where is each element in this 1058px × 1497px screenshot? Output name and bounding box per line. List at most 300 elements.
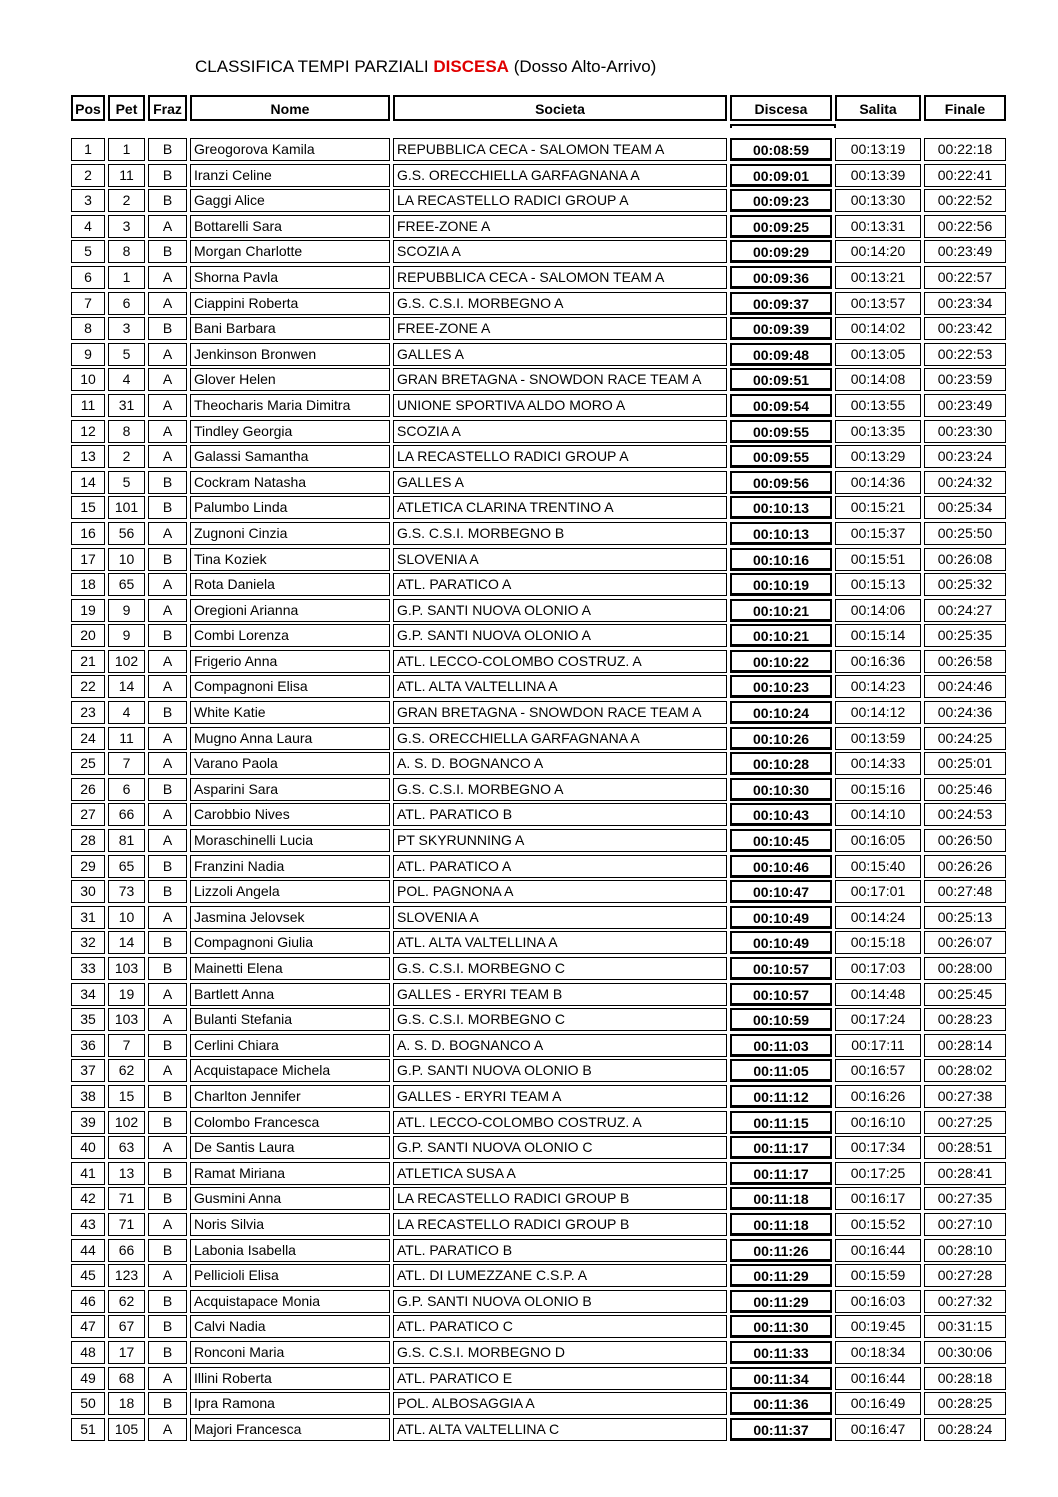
nome-cell: Theocharis Maria Dimitra bbox=[190, 394, 390, 417]
header-fraz: Fraz bbox=[148, 95, 187, 121]
societa-cell: ATL. PARATICO A bbox=[393, 573, 727, 596]
header-row bbox=[71, 95, 1007, 121]
salita-cell: 00:13:57 bbox=[835, 292, 921, 315]
table-row bbox=[71, 496, 1007, 522]
discesa-cell: 00:10:21 bbox=[730, 599, 832, 622]
nome-cell: Jasmina Jelovsek bbox=[190, 906, 390, 929]
pet-cell: 15 bbox=[108, 1085, 145, 1108]
pos-cell: 28 bbox=[71, 829, 105, 852]
fraz-cell: A bbox=[148, 445, 187, 468]
fraz-cell: B bbox=[148, 1187, 187, 1210]
fraz-cell: A bbox=[148, 803, 187, 826]
pet-cell: 4 bbox=[108, 701, 145, 724]
table-row bbox=[71, 292, 1007, 318]
pos-cell: 4 bbox=[71, 215, 105, 238]
pos-cell: 49 bbox=[71, 1367, 105, 1390]
fraz-cell: B bbox=[148, 701, 187, 724]
fraz-cell: A bbox=[148, 752, 187, 775]
finale-cell: 00:24:32 bbox=[924, 471, 1006, 494]
pet-cell: 8 bbox=[108, 420, 145, 443]
pet-cell: 56 bbox=[108, 522, 145, 545]
header-discesa: Discesa bbox=[730, 95, 832, 121]
societa-cell: ATLETICA CLARINA TRENTINO A bbox=[393, 496, 727, 519]
discesa-cell: 00:11:26 bbox=[730, 1239, 832, 1262]
table-row bbox=[71, 983, 1007, 1009]
finale-cell: 00:27:28 bbox=[924, 1264, 1006, 1287]
finale-cell: 00:23:59 bbox=[924, 368, 1006, 391]
table-row bbox=[71, 420, 1007, 446]
societa-cell: A. S. D. BOGNANCO A bbox=[393, 752, 727, 775]
societa-cell: ATL. LECCO-COLOMBO COSTRUZ. A bbox=[393, 650, 727, 673]
societa-cell: REPUBBLICA CECA - SALOMON TEAM A bbox=[393, 266, 727, 289]
salita-cell: 00:13:21 bbox=[835, 266, 921, 289]
pet-cell: 14 bbox=[108, 931, 145, 954]
societa-cell: ATL. ALTA VALTELLINA C bbox=[393, 1418, 727, 1441]
pos-cell: 51 bbox=[71, 1418, 105, 1441]
fraz-cell: B bbox=[148, 957, 187, 980]
fraz-cell: A bbox=[148, 1418, 187, 1441]
table-row bbox=[71, 778, 1007, 804]
table-row bbox=[71, 829, 1007, 855]
finale-cell: 00:28:02 bbox=[924, 1059, 1006, 1082]
societa-cell: G.P. SANTI NUOVA OLONIO A bbox=[393, 599, 727, 622]
fraz-cell: A bbox=[148, 599, 187, 622]
societa-cell: LA RECASTELLO RADICI GROUP B bbox=[393, 1213, 727, 1236]
finale-cell: 00:28:24 bbox=[924, 1418, 1006, 1441]
societa-cell: ATL. PARATICO B bbox=[393, 1239, 727, 1262]
pos-cell: 33 bbox=[71, 957, 105, 980]
discesa-cell: 00:10:23 bbox=[730, 675, 832, 698]
societa-cell: LA RECASTELLO RADICI GROUP B bbox=[393, 1187, 727, 1210]
societa-cell: SLOVENIA A bbox=[393, 906, 727, 929]
nome-cell: Moraschinelli Lucia bbox=[190, 829, 390, 852]
table-row bbox=[71, 1239, 1007, 1265]
finale-cell: 00:22:18 bbox=[924, 138, 1006, 161]
finale-cell: 00:25:35 bbox=[924, 624, 1006, 647]
discesa-cell: 00:10:16 bbox=[730, 548, 832, 571]
nome-cell: Frigerio Anna bbox=[190, 650, 390, 673]
nome-cell: Greogorova Kamila bbox=[190, 138, 390, 161]
societa-cell: G.S. C.S.I. MORBEGNO A bbox=[393, 778, 727, 801]
pos-cell: 25 bbox=[71, 752, 105, 775]
table-row bbox=[71, 368, 1007, 394]
nome-cell: Mugno Anna Laura bbox=[190, 727, 390, 750]
salita-cell: 00:14:48 bbox=[835, 983, 921, 1006]
pet-cell: 73 bbox=[108, 880, 145, 903]
discesa-cell: 00:09:25 bbox=[730, 215, 832, 238]
pet-cell: 71 bbox=[108, 1213, 145, 1236]
nome-cell: Asparini Sara bbox=[190, 778, 390, 801]
pet-cell: 65 bbox=[108, 573, 145, 596]
discesa-cell: 00:11:29 bbox=[730, 1264, 832, 1287]
discesa-cell: 00:11:34 bbox=[730, 1367, 832, 1390]
societa-cell: ATL. ALTA VALTELLINA A bbox=[393, 931, 727, 954]
nome-cell: Acquistapace Monia bbox=[190, 1290, 390, 1313]
finale-cell: 00:25:13 bbox=[924, 906, 1006, 929]
finale-cell: 00:26:07 bbox=[924, 931, 1006, 954]
finale-cell: 00:25:34 bbox=[924, 496, 1006, 519]
fraz-cell: A bbox=[148, 368, 187, 391]
nome-cell: Noris Silvia bbox=[190, 1213, 390, 1236]
pet-cell: 62 bbox=[108, 1290, 145, 1313]
pos-cell: 10 bbox=[71, 368, 105, 391]
salita-cell: 00:16:44 bbox=[835, 1239, 921, 1262]
discesa-cell: 00:09:55 bbox=[730, 420, 832, 443]
finale-cell: 00:28:23 bbox=[924, 1008, 1006, 1031]
table-row bbox=[71, 855, 1007, 881]
fraz-cell: B bbox=[148, 1392, 187, 1415]
salita-cell: 00:15:21 bbox=[835, 496, 921, 519]
table-row bbox=[71, 164, 1007, 190]
discesa-cell: 00:11:18 bbox=[730, 1213, 832, 1236]
pos-cell: 42 bbox=[71, 1187, 105, 1210]
societa-cell: G.S. C.S.I. MORBEGNO A bbox=[393, 292, 727, 315]
finale-cell: 00:28:14 bbox=[924, 1034, 1006, 1057]
table-row bbox=[71, 1111, 1007, 1137]
pet-cell: 9 bbox=[108, 599, 145, 622]
societa-cell: UNIONE SPORTIVA ALDO MORO A bbox=[393, 394, 727, 417]
finale-cell: 00:23:34 bbox=[924, 292, 1006, 315]
finale-cell: 00:22:41 bbox=[924, 164, 1006, 187]
salita-cell: 00:19:45 bbox=[835, 1315, 921, 1338]
pos-cell: 43 bbox=[71, 1213, 105, 1236]
finale-cell: 00:22:56 bbox=[924, 215, 1006, 238]
nome-cell: Franzini Nadia bbox=[190, 855, 390, 878]
finale-cell: 00:27:25 bbox=[924, 1111, 1006, 1134]
table-row bbox=[71, 215, 1007, 241]
discesa-cell: 00:09:01 bbox=[730, 164, 832, 187]
fraz-cell: B bbox=[148, 1290, 187, 1313]
societa-cell: SCOZIA A bbox=[393, 420, 727, 443]
societa-cell: G.S. C.S.I. MORBEGNO C bbox=[393, 957, 727, 980]
table-row bbox=[71, 1341, 1007, 1367]
salita-cell: 00:15:52 bbox=[835, 1213, 921, 1236]
fraz-cell: A bbox=[148, 1136, 187, 1159]
title-suffix: (Dosso Alto-Arrivo) bbox=[508, 57, 657, 76]
pet-cell: 102 bbox=[108, 1111, 145, 1134]
finale-cell: 00:28:25 bbox=[924, 1392, 1006, 1415]
salita-cell: 00:14:02 bbox=[835, 317, 921, 340]
nome-cell: Glover Helen bbox=[190, 368, 390, 391]
finale-cell: 00:27:32 bbox=[924, 1290, 1006, 1313]
salita-cell: 00:13:30 bbox=[835, 189, 921, 212]
fraz-cell: A bbox=[148, 1059, 187, 1082]
table-row bbox=[71, 803, 1007, 829]
discesa-cell: 00:11:15 bbox=[730, 1111, 832, 1134]
nome-cell: Bartlett Anna bbox=[190, 983, 390, 1006]
pos-cell: 6 bbox=[71, 266, 105, 289]
nome-cell: Gusmini Anna bbox=[190, 1187, 390, 1210]
finale-cell: 00:25:32 bbox=[924, 573, 1006, 596]
salita-cell: 00:14:23 bbox=[835, 675, 921, 698]
table-row bbox=[71, 1290, 1007, 1316]
societa-cell: G.S. C.S.I. MORBEGNO B bbox=[393, 522, 727, 545]
pos-cell: 46 bbox=[71, 1290, 105, 1313]
pos-cell: 37 bbox=[71, 1059, 105, 1082]
salita-cell: 00:15:37 bbox=[835, 522, 921, 545]
salita-cell: 00:17:34 bbox=[835, 1136, 921, 1159]
salita-cell: 00:13:05 bbox=[835, 343, 921, 366]
pet-cell: 17 bbox=[108, 1341, 145, 1364]
pos-cell: 5 bbox=[71, 240, 105, 263]
pos-cell: 2 bbox=[71, 164, 105, 187]
nome-cell: Mainetti Elena bbox=[190, 957, 390, 980]
table-row bbox=[71, 880, 1007, 906]
pet-cell: 5 bbox=[108, 471, 145, 494]
fraz-cell: A bbox=[148, 573, 187, 596]
discesa-cell: 00:10:45 bbox=[730, 829, 832, 852]
table-row bbox=[71, 1264, 1007, 1290]
pet-cell: 19 bbox=[108, 983, 145, 1006]
nome-cell: Varano Paola bbox=[190, 752, 390, 775]
societa-cell: G.S. C.S.I. MORBEGNO D bbox=[393, 1341, 727, 1364]
finale-cell: 00:30:06 bbox=[924, 1341, 1006, 1364]
discesa-cell: 00:10:59 bbox=[730, 1008, 832, 1031]
fraz-cell: A bbox=[148, 1367, 187, 1390]
pos-cell: 14 bbox=[71, 471, 105, 494]
pos-cell: 19 bbox=[71, 599, 105, 622]
title-highlight: DISCESA bbox=[433, 57, 509, 76]
finale-cell: 00:27:38 bbox=[924, 1085, 1006, 1108]
discesa-cell: 00:11:17 bbox=[730, 1162, 832, 1185]
nome-cell: Bani Barbara bbox=[190, 317, 390, 340]
fraz-cell: A bbox=[148, 343, 187, 366]
societa-cell: G.P. SANTI NUOVA OLONIO A bbox=[393, 624, 727, 647]
discesa-cell: 00:11:33 bbox=[730, 1341, 832, 1364]
table-row bbox=[71, 1213, 1007, 1239]
pet-cell: 101 bbox=[108, 496, 145, 519]
finale-cell: 00:28:10 bbox=[924, 1239, 1006, 1262]
pos-cell: 32 bbox=[71, 931, 105, 954]
salita-cell: 00:15:51 bbox=[835, 548, 921, 571]
salita-cell: 00:16:36 bbox=[835, 650, 921, 673]
nome-cell: Zugnoni Cinzia bbox=[190, 522, 390, 545]
pet-cell: 81 bbox=[108, 829, 145, 852]
fraz-cell: B bbox=[148, 471, 187, 494]
fraz-cell: A bbox=[148, 675, 187, 698]
pet-cell: 4 bbox=[108, 368, 145, 391]
nome-cell: Iranzi Celine bbox=[190, 164, 390, 187]
discesa-cell: 00:10:57 bbox=[730, 957, 832, 980]
salita-cell: 00:16:05 bbox=[835, 829, 921, 852]
fraz-cell: B bbox=[148, 240, 187, 263]
table-row bbox=[71, 1187, 1007, 1213]
table-row bbox=[71, 1059, 1007, 1085]
pet-cell: 67 bbox=[108, 1315, 145, 1338]
pos-cell: 35 bbox=[71, 1008, 105, 1031]
finale-cell: 00:28:51 bbox=[924, 1136, 1006, 1159]
discesa-cell: 00:10:30 bbox=[730, 778, 832, 801]
table-row bbox=[71, 522, 1007, 548]
finale-cell: 00:24:36 bbox=[924, 701, 1006, 724]
results-table bbox=[71, 138, 1007, 1443]
societa-cell: ATL. DI LUMEZZANE C.S.P. A bbox=[393, 1264, 727, 1287]
pet-cell: 62 bbox=[108, 1059, 145, 1082]
societa-cell: ATL. PARATICO A bbox=[393, 855, 727, 878]
societa-cell: G.P. SANTI NUOVA OLONIO B bbox=[393, 1059, 727, 1082]
salita-cell: 00:13:35 bbox=[835, 420, 921, 443]
pet-cell: 63 bbox=[108, 1136, 145, 1159]
finale-cell: 00:22:52 bbox=[924, 189, 1006, 212]
table-row bbox=[71, 394, 1007, 420]
table-row bbox=[71, 317, 1007, 343]
finale-cell: 00:23:42 bbox=[924, 317, 1006, 340]
societa-cell: G.S. C.S.I. MORBEGNO C bbox=[393, 1008, 727, 1031]
salita-cell: 00:13:55 bbox=[835, 394, 921, 417]
fraz-cell: B bbox=[148, 1239, 187, 1262]
pos-cell: 34 bbox=[71, 983, 105, 1006]
pet-cell: 1 bbox=[108, 138, 145, 161]
pos-cell: 24 bbox=[71, 727, 105, 750]
fraz-cell: A bbox=[148, 1264, 187, 1287]
discesa-cell: 00:10:57 bbox=[730, 983, 832, 1006]
table-row bbox=[71, 957, 1007, 983]
fraz-cell: A bbox=[148, 1213, 187, 1236]
discesa-cell: 00:10:49 bbox=[730, 906, 832, 929]
societa-cell: GALLES A bbox=[393, 343, 727, 366]
salita-cell: 00:16:47 bbox=[835, 1418, 921, 1441]
fraz-cell: A bbox=[148, 394, 187, 417]
finale-cell: 00:24:46 bbox=[924, 675, 1006, 698]
pet-cell: 9 bbox=[108, 624, 145, 647]
fraz-cell: A bbox=[148, 266, 187, 289]
nome-cell: Morgan Charlotte bbox=[190, 240, 390, 263]
salita-cell: 00:14:33 bbox=[835, 752, 921, 775]
table-row bbox=[71, 471, 1007, 497]
pet-cell: 1 bbox=[108, 266, 145, 289]
pet-cell: 2 bbox=[108, 189, 145, 212]
pet-cell: 6 bbox=[108, 778, 145, 801]
salita-cell: 00:16:17 bbox=[835, 1187, 921, 1210]
salita-cell: 00:16:10 bbox=[835, 1111, 921, 1134]
table-row bbox=[71, 1085, 1007, 1111]
pet-cell: 68 bbox=[108, 1367, 145, 1390]
pos-cell: 29 bbox=[71, 855, 105, 878]
discesa-cell: 00:09:55 bbox=[730, 445, 832, 468]
societa-cell: ATL. PARATICO C bbox=[393, 1315, 727, 1338]
pet-cell: 3 bbox=[108, 317, 145, 340]
header-pos: Pos bbox=[71, 95, 105, 121]
salita-cell: 00:16:49 bbox=[835, 1392, 921, 1415]
discesa-cell: 00:10:46 bbox=[730, 855, 832, 878]
salita-cell: 00:17:01 bbox=[835, 880, 921, 903]
table-row bbox=[71, 1392, 1007, 1418]
discesa-cell: 00:11:12 bbox=[730, 1085, 832, 1108]
finale-cell: 00:24:27 bbox=[924, 599, 1006, 622]
nome-cell: Lizzoli Angela bbox=[190, 880, 390, 903]
finale-cell: 00:27:48 bbox=[924, 880, 1006, 903]
finale-cell: 00:23:49 bbox=[924, 240, 1006, 263]
pos-cell: 13 bbox=[71, 445, 105, 468]
nome-cell: Tindley Georgia bbox=[190, 420, 390, 443]
salita-cell: 00:13:39 bbox=[835, 164, 921, 187]
nome-cell: Compagnoni Elisa bbox=[190, 675, 390, 698]
discesa-cell: 00:10:13 bbox=[730, 496, 832, 519]
pos-cell: 23 bbox=[71, 701, 105, 724]
societa-cell: SCOZIA A bbox=[393, 240, 727, 263]
fraz-cell: B bbox=[148, 624, 187, 647]
discesa-cell: 00:10:22 bbox=[730, 650, 832, 673]
table-row bbox=[71, 1136, 1007, 1162]
salita-cell: 00:15:16 bbox=[835, 778, 921, 801]
pos-cell: 26 bbox=[71, 778, 105, 801]
pos-cell: 41 bbox=[71, 1162, 105, 1185]
table-row bbox=[71, 445, 1007, 471]
societa-cell: G.P. SANTI NUOVA OLONIO B bbox=[393, 1290, 727, 1313]
table-row bbox=[71, 752, 1007, 778]
nome-cell: Ipra Ramona bbox=[190, 1392, 390, 1415]
pet-cell: 71 bbox=[108, 1187, 145, 1210]
discesa-cell: 00:09:37 bbox=[730, 292, 832, 315]
salita-cell: 00:13:31 bbox=[835, 215, 921, 238]
pos-cell: 15 bbox=[71, 496, 105, 519]
discesa-cell: 00:11:29 bbox=[730, 1290, 832, 1313]
pet-cell: 8 bbox=[108, 240, 145, 263]
pos-cell: 44 bbox=[71, 1239, 105, 1262]
pet-cell: 102 bbox=[108, 650, 145, 673]
finale-cell: 00:28:18 bbox=[924, 1367, 1006, 1390]
nome-cell: Majori Francesca bbox=[190, 1418, 390, 1441]
salita-cell: 00:16:26 bbox=[835, 1085, 921, 1108]
header-pet: Pet bbox=[108, 95, 145, 121]
salita-cell: 00:14:12 bbox=[835, 701, 921, 724]
pos-cell: 50 bbox=[71, 1392, 105, 1415]
societa-cell: G.P. SANTI NUOVA OLONIO C bbox=[393, 1136, 727, 1159]
pet-cell: 11 bbox=[108, 727, 145, 750]
pet-cell: 65 bbox=[108, 855, 145, 878]
societa-cell: ATL. LECCO-COLOMBO COSTRUZ. A bbox=[393, 1111, 727, 1134]
nome-cell: Labonia Isabella bbox=[190, 1239, 390, 1262]
fraz-cell: B bbox=[148, 496, 187, 519]
nome-cell: Colombo Francesca bbox=[190, 1111, 390, 1134]
salita-cell: 00:14:36 bbox=[835, 471, 921, 494]
discesa-cell: 00:11:03 bbox=[730, 1034, 832, 1057]
pet-cell: 18 bbox=[108, 1392, 145, 1415]
header-nome: Nome bbox=[190, 95, 390, 121]
pos-cell: 17 bbox=[71, 548, 105, 571]
discesa-cell: 00:10:26 bbox=[730, 727, 832, 750]
nome-cell: Combi Lorenza bbox=[190, 624, 390, 647]
discesa-cell: 00:09:23 bbox=[730, 189, 832, 212]
pet-cell: 31 bbox=[108, 394, 145, 417]
salita-cell: 00:15:14 bbox=[835, 624, 921, 647]
fraz-cell: A bbox=[148, 650, 187, 673]
pos-cell: 8 bbox=[71, 317, 105, 340]
pet-cell: 5 bbox=[108, 343, 145, 366]
header-societa: Societa bbox=[393, 95, 727, 121]
nome-cell: Pellicioli Elisa bbox=[190, 1264, 390, 1287]
societa-cell: G.S. ORECCHIELLA GARFAGNANA A bbox=[393, 727, 727, 750]
societa-cell: LA RECASTELLO RADICI GROUP A bbox=[393, 445, 727, 468]
fraz-cell: B bbox=[148, 1341, 187, 1364]
pet-cell: 103 bbox=[108, 957, 145, 980]
salita-cell: 00:18:34 bbox=[835, 1341, 921, 1364]
nome-cell: Illini Roberta bbox=[190, 1367, 390, 1390]
finale-cell: 00:25:46 bbox=[924, 778, 1006, 801]
pet-cell: 10 bbox=[108, 548, 145, 571]
societa-cell: REPUBBLICA CECA - SALOMON TEAM A bbox=[393, 138, 727, 161]
discesa-cell: 00:10:21 bbox=[730, 624, 832, 647]
table-row bbox=[71, 266, 1007, 292]
pos-cell: 40 bbox=[71, 1136, 105, 1159]
fraz-cell: A bbox=[148, 292, 187, 315]
nome-cell: Bulanti Stefania bbox=[190, 1008, 390, 1031]
pos-cell: 47 bbox=[71, 1315, 105, 1338]
societa-cell: G.S. ORECCHIELLA GARFAGNANA A bbox=[393, 164, 727, 187]
pos-cell: 36 bbox=[71, 1034, 105, 1057]
finale-cell: 00:25:45 bbox=[924, 983, 1006, 1006]
pet-cell: 105 bbox=[108, 1418, 145, 1441]
